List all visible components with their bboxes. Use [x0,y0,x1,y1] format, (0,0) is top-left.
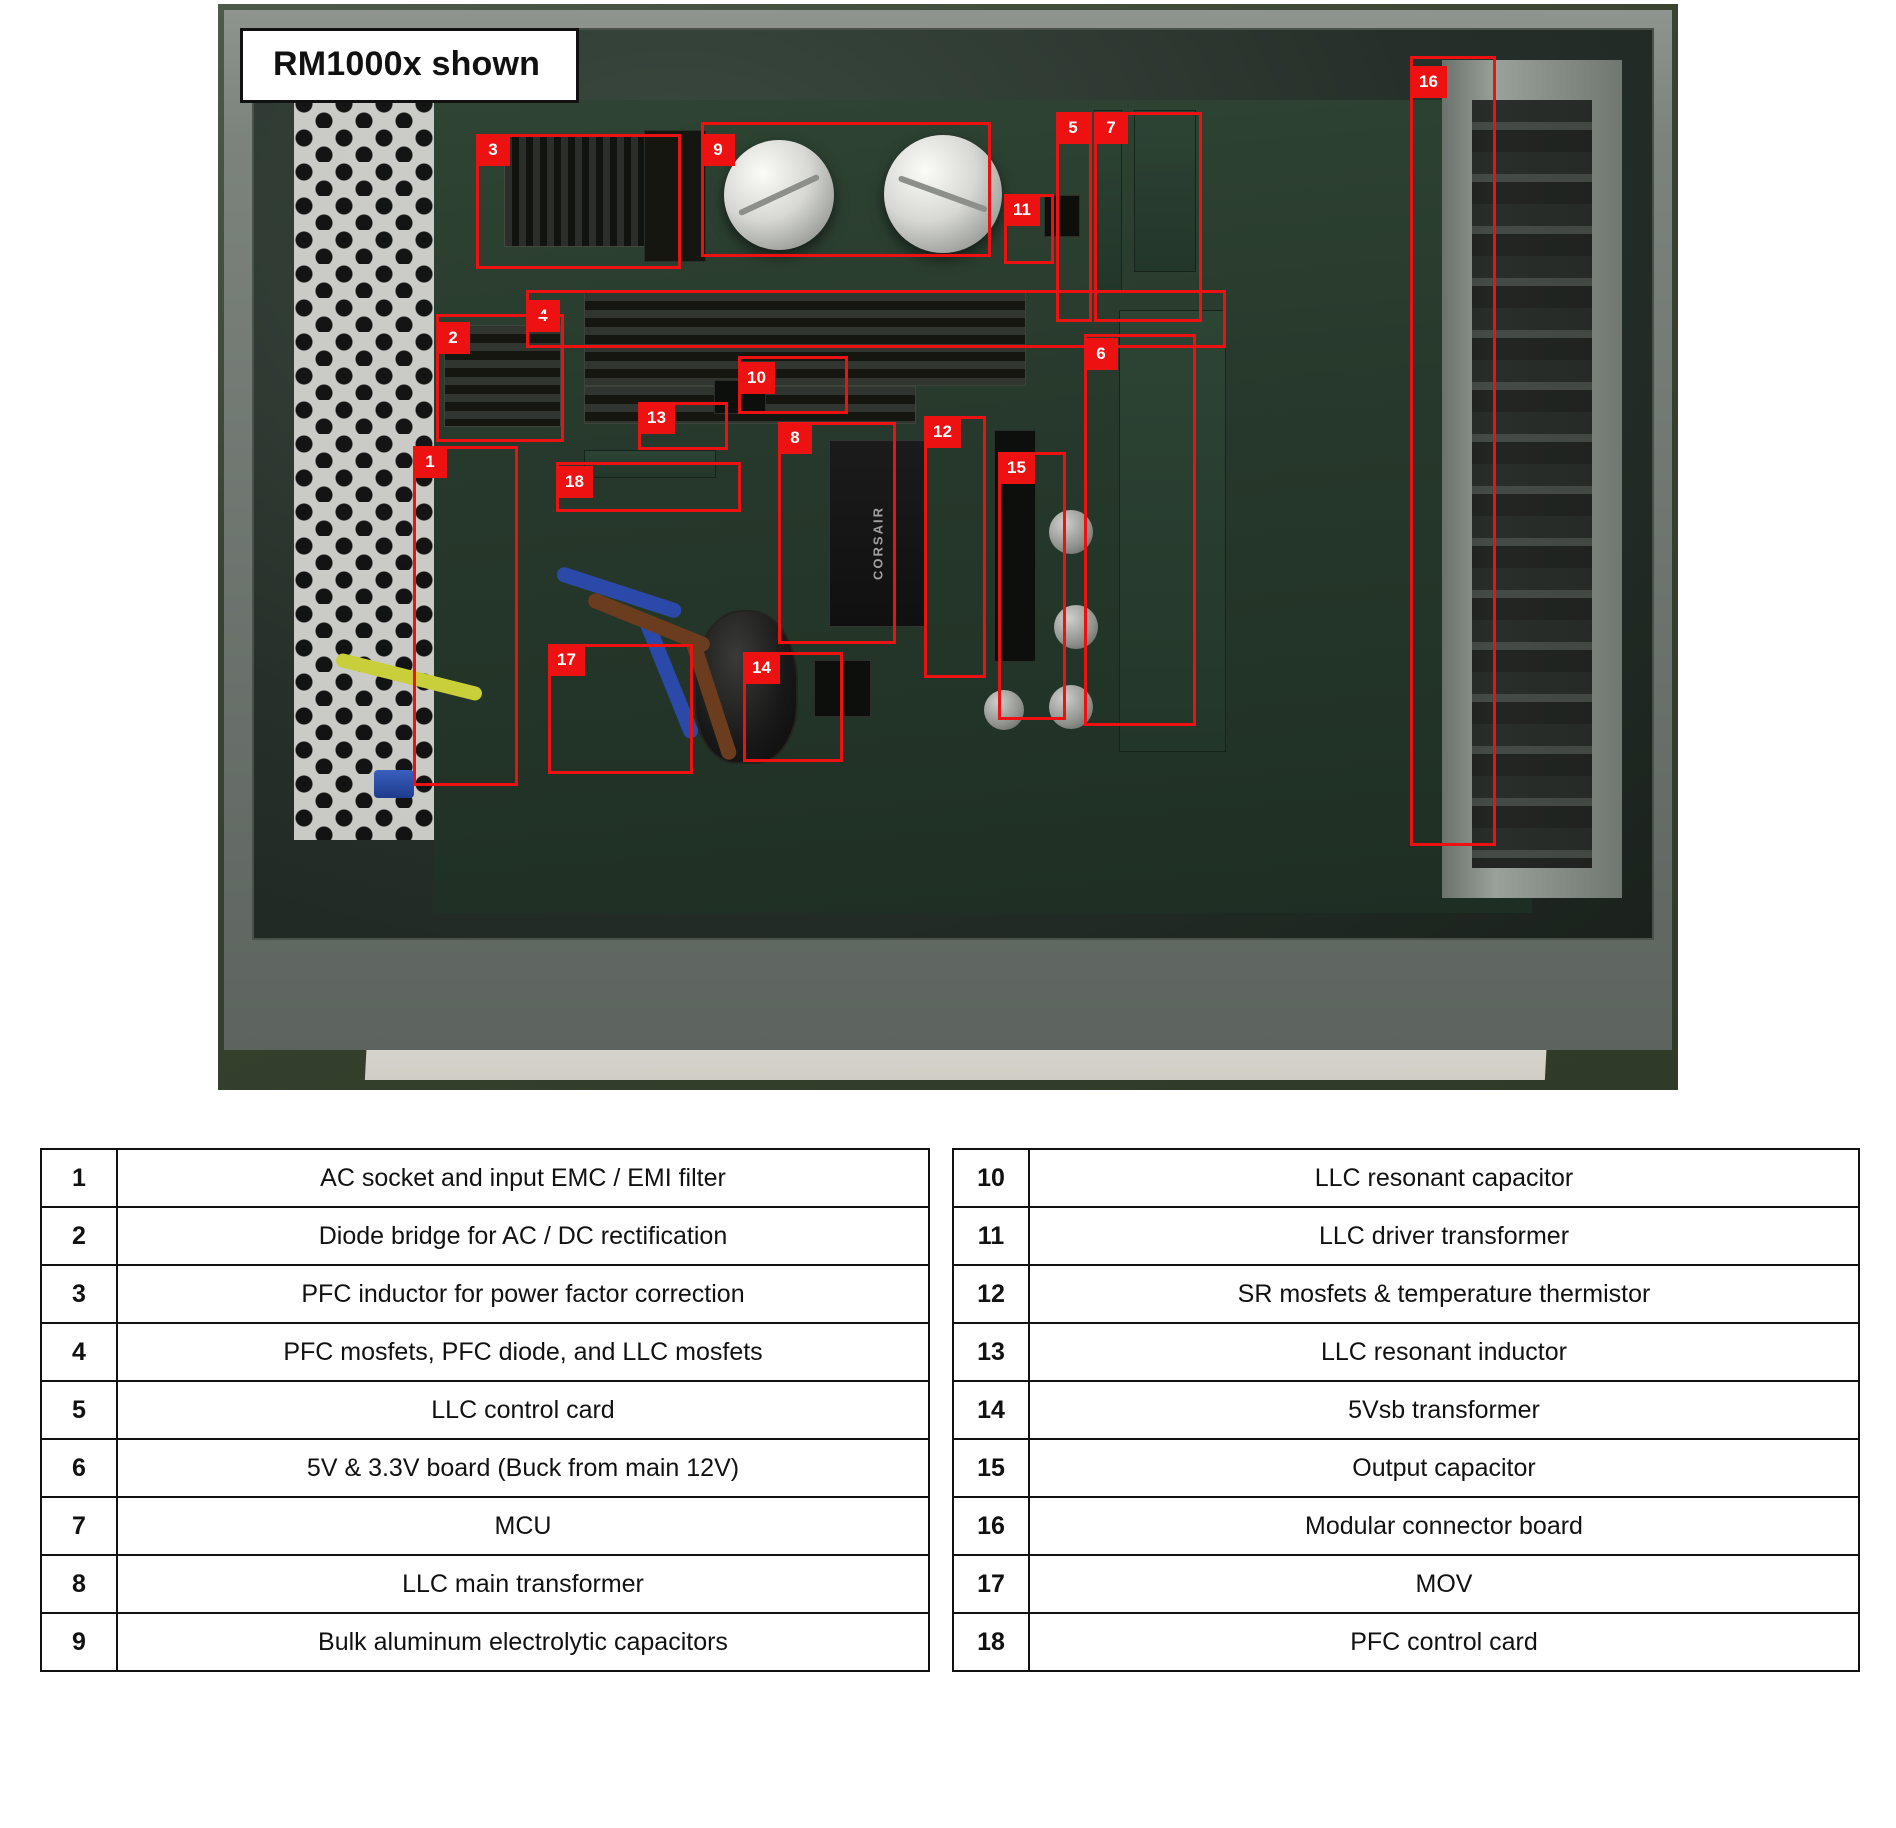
legend-description: LLC resonant capacitor [1029,1149,1859,1207]
callout-tag-10: 10 [738,362,775,394]
callout-box-16 [1410,56,1496,846]
legend-description: LLC resonant inductor [1029,1323,1859,1381]
legend-number: 5 [41,1381,117,1439]
table-row [953,1555,1859,1613]
table-row [41,1207,929,1265]
callout-tag-13: 13 [638,402,675,434]
legend-number: 2 [41,1207,117,1265]
legend-table-right [952,1148,1860,1672]
legend-number: 1 [41,1149,117,1207]
callout-tag-11: 11 [1004,194,1040,226]
corsair-brand-text-transformer: CORSAIR [870,505,885,580]
legend-description: Diode bridge for AC / DC rectification [117,1207,929,1265]
callout-tag-3: 3 [476,134,510,166]
callout-box-12 [924,416,986,678]
table-row [953,1323,1859,1381]
table-row [953,1265,1859,1323]
figure-title-label: RM1000x shown [240,28,579,103]
table-row [41,1323,929,1381]
legend-number: 4 [41,1323,117,1381]
legend-description: 5Vsb transformer [1029,1381,1859,1439]
legend-number: 10 [953,1149,1029,1207]
table-row [41,1497,929,1555]
callout-tag-6: 6 [1084,338,1118,370]
legend-number: 6 [41,1439,117,1497]
callout-tag-2: 2 [436,322,470,354]
table-row [953,1149,1859,1207]
legend-description: PFC inductor for power factor correction [117,1265,929,1323]
legend-description: LLC driver transformer [1029,1207,1859,1265]
callout-box-8 [778,422,896,644]
legend-number: 3 [41,1265,117,1323]
callout-tag-17: 17 [548,644,585,676]
callout-box-6 [1084,334,1196,726]
callout-tag-5: 5 [1056,112,1090,144]
callout-tag-16: 16 [1410,66,1447,98]
legend-number: 11 [953,1207,1029,1265]
legend-number: 7 [41,1497,117,1555]
table-row [41,1613,929,1671]
legend-number: 9 [41,1613,117,1671]
photo-canvas [218,4,1678,1090]
callout-box-9 [701,122,991,257]
callout-tag-14: 14 [743,652,780,684]
legend-description: PFC mosfets, PFC diode, and LLC mosfets [117,1323,929,1381]
callout-tag-8: 8 [778,422,812,454]
legend-number: 16 [953,1497,1029,1555]
legend-description: Modular connector board [1029,1497,1859,1555]
legend-description: SR mosfets & temperature thermistor [1029,1265,1859,1323]
table-row [41,1149,929,1207]
table-row [41,1555,929,1613]
legend-number: 8 [41,1555,117,1613]
table-row [41,1439,929,1497]
callout-tag-7: 7 [1094,112,1128,144]
legend-description: AC socket and input EMC / EMI filter [117,1149,929,1207]
legend-number: 15 [953,1439,1029,1497]
legend-number: 14 [953,1381,1029,1439]
legend-description: MOV [1029,1555,1859,1613]
table-row [953,1381,1859,1439]
table-row [953,1613,1859,1671]
callout-tag-15: 15 [998,452,1035,484]
legend-description: LLC main transformer [117,1555,929,1613]
table-row [953,1439,1859,1497]
callout-box-1 [413,446,518,786]
callout-tag-12: 12 [924,416,961,448]
callout-tag-18: 18 [556,466,593,498]
callout-tag-1: 1 [413,446,447,478]
legend-number: 12 [953,1265,1029,1323]
callout-tag-4: 4 [526,300,560,332]
table-row [41,1381,929,1439]
legend-description: 5V & 3.3V board (Buck from main 12V) [117,1439,929,1497]
legend-description: Bulk aluminum electrolytic capacitors [117,1613,929,1671]
legend-description: Output capacitor [1029,1439,1859,1497]
legend-description: PFC control card [1029,1613,1859,1671]
callout-box-15 [998,452,1066,720]
legend-number: 13 [953,1323,1029,1381]
legend-table-left [40,1148,930,1672]
callout-tag-9: 9 [701,134,735,166]
table-row [41,1265,929,1323]
table-row [953,1497,1859,1555]
blue-capacitor [374,770,414,798]
table-row [953,1207,1859,1265]
legend-description: LLC control card [117,1381,929,1439]
legend-number: 18 [953,1613,1029,1671]
legend-number: 17 [953,1555,1029,1613]
legend-description: MCU [117,1497,929,1555]
psu-internals-photo [218,4,1678,1090]
